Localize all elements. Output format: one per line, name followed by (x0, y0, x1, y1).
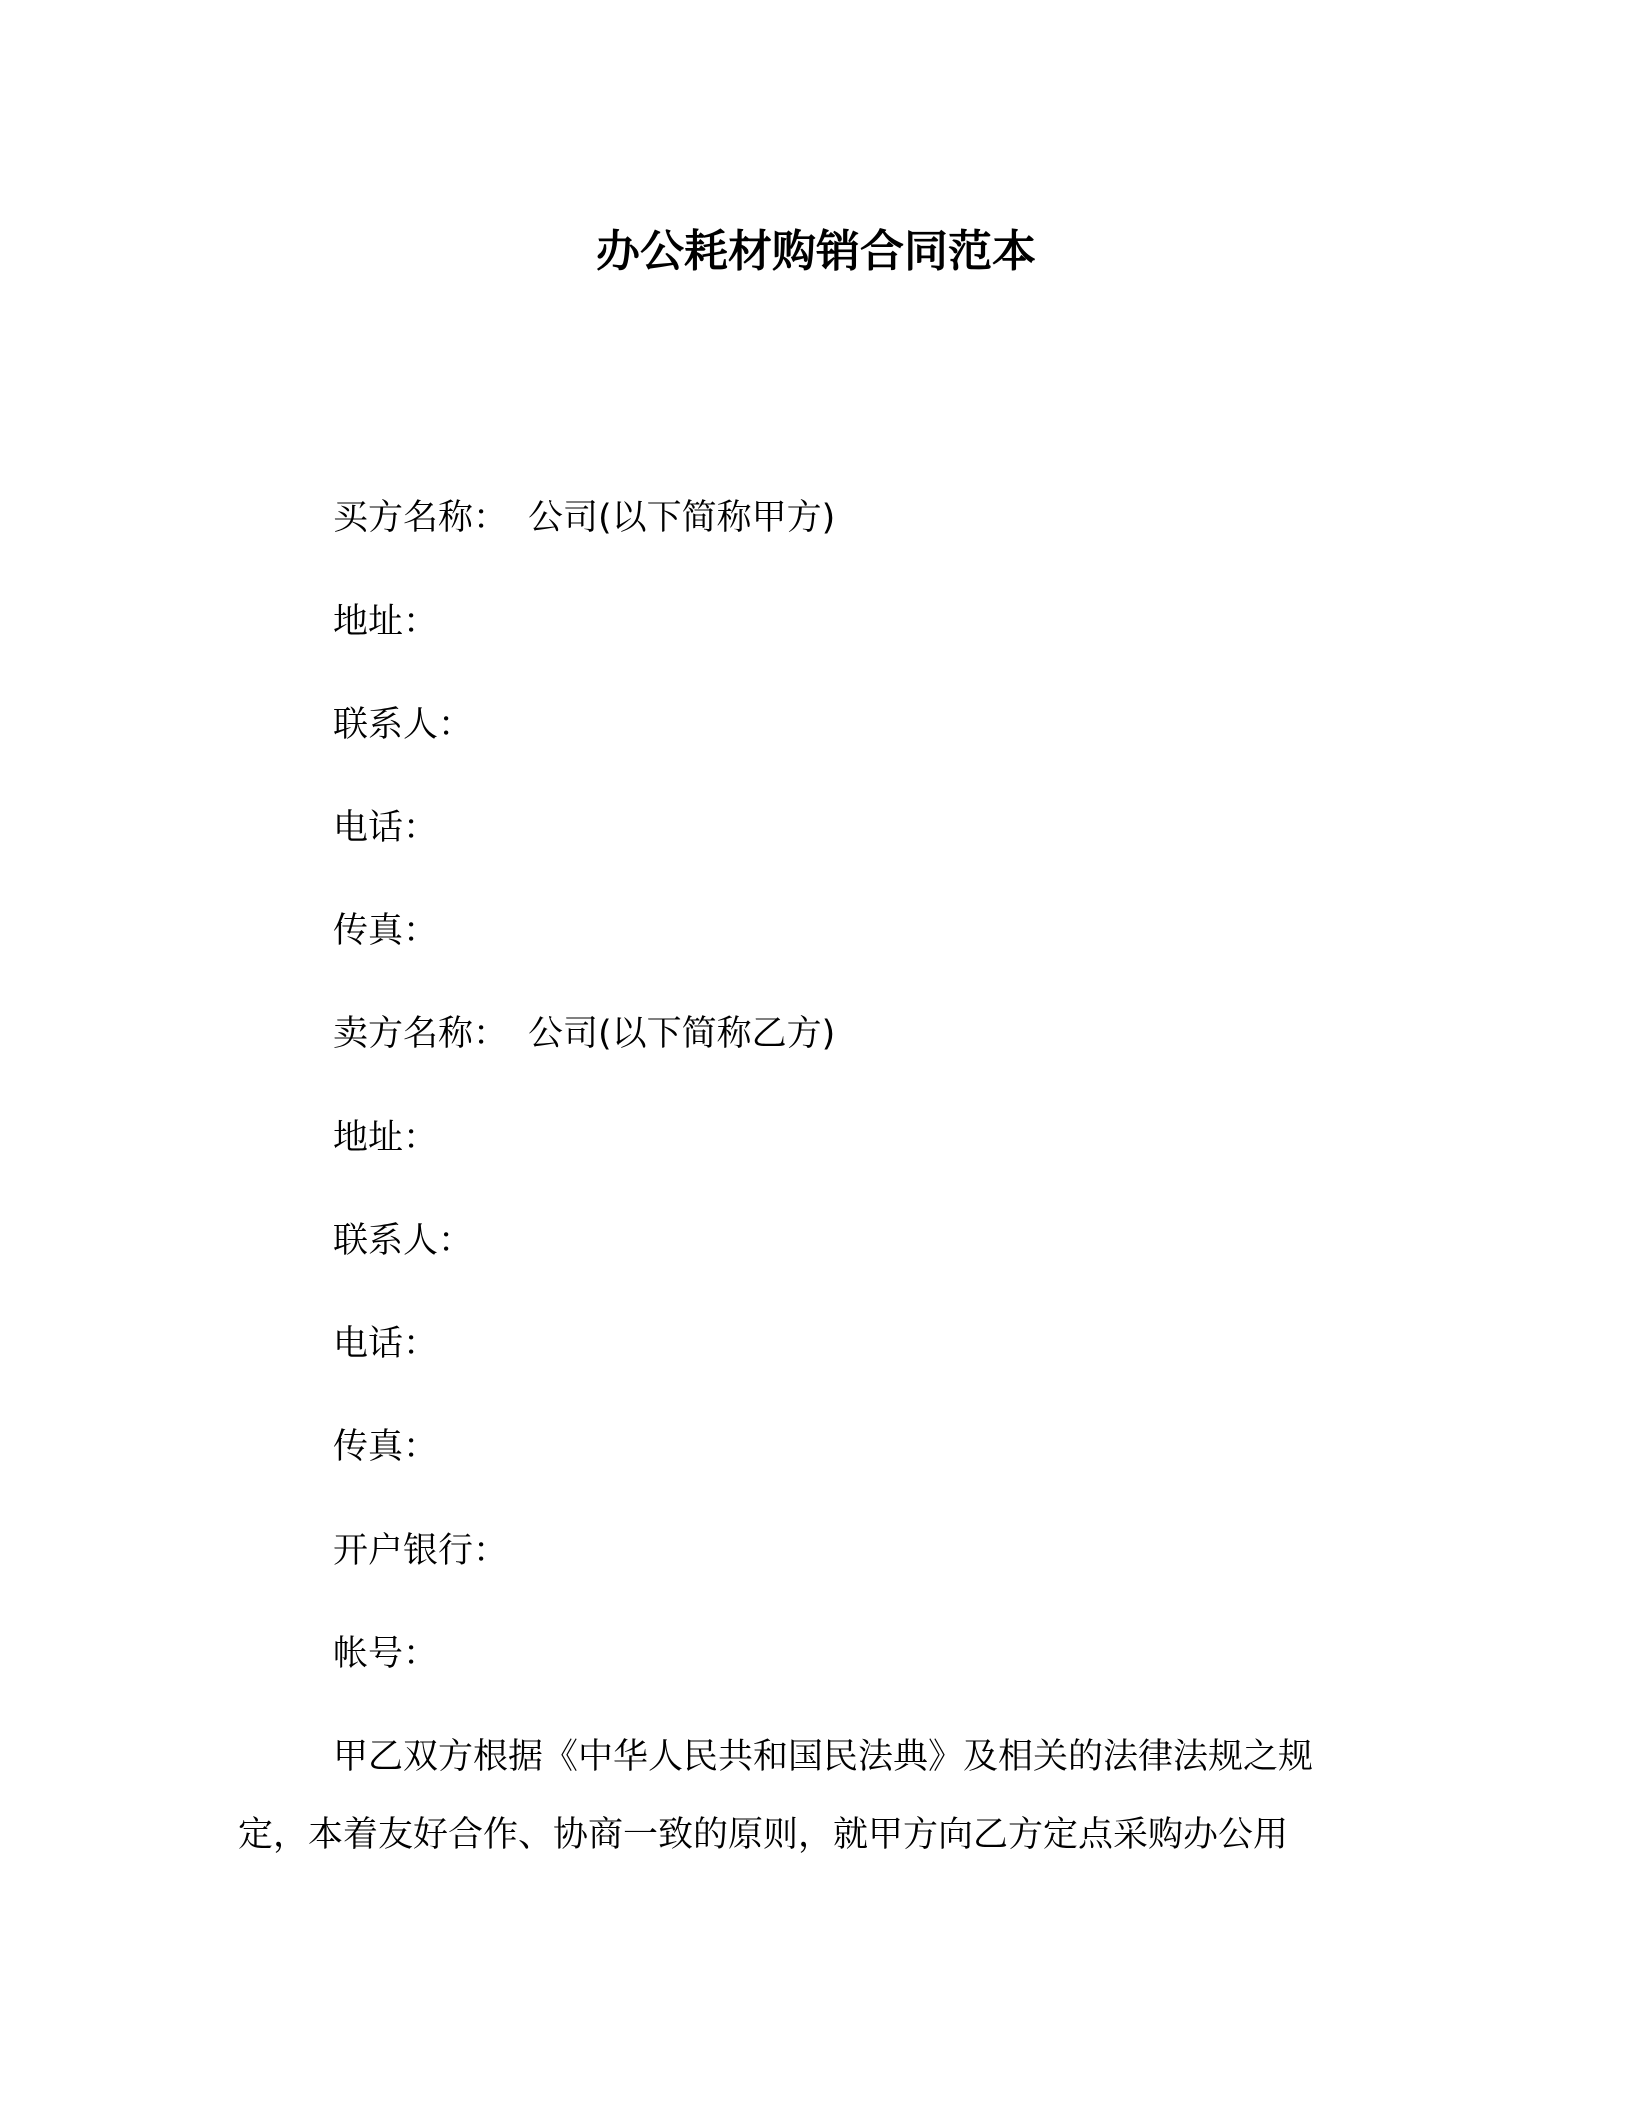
seller-account-label: 帐号： (333, 1634, 439, 1674)
buyer-phone-label: 电话： (333, 808, 439, 848)
intro-paragraph-line-1: 甲乙双方根据《中华人民共和国民法典》及相关的法律法规之规 (333, 1737, 1314, 1777)
buyer-address-label: 地址： (333, 602, 439, 642)
buyer-contact-label: 联系人： (333, 705, 474, 745)
buyer-fax-label: 传真： (333, 911, 439, 951)
buyer-fax-field (333, 906, 438, 956)
seller-address-label: 地址： (333, 1118, 439, 1158)
seller-bank-field (333, 1526, 508, 1576)
seller-account-field (333, 1629, 438, 1679)
buyer-name-label: 买方名称： (333, 498, 509, 538)
seller-contact-label: 联系人： (333, 1221, 474, 1261)
buyer-address-field (333, 597, 438, 647)
seller-fax-label: 传真： (333, 1427, 439, 1467)
seller-phone-label: 电话： (333, 1324, 439, 1364)
seller-fax-field (333, 1422, 438, 1472)
seller-name-label: 卖方名称： (333, 1014, 509, 1054)
seller-name-field (333, 1009, 835, 1059)
seller-address-field (333, 1113, 438, 1163)
intro-paragraph-line-2: 定，本着友好合作、协商一致的原则，就甲方向乙方定点采购办公用 (238, 1815, 1289, 1855)
buyer-name-value: 公司(以下简称甲方) (528, 498, 836, 538)
seller-bank-label: 开户银行： (333, 1531, 509, 1571)
buyer-name-field (333, 493, 835, 543)
buyer-contact-field (333, 700, 473, 750)
buyer-phone-field (333, 803, 438, 853)
seller-contact-field (333, 1216, 473, 1266)
seller-phone-field (333, 1319, 438, 1369)
seller-name-value: 公司(以下简称乙方) (528, 1014, 836, 1054)
document-title: 办公耗材购销合同范本 (596, 226, 1036, 277)
